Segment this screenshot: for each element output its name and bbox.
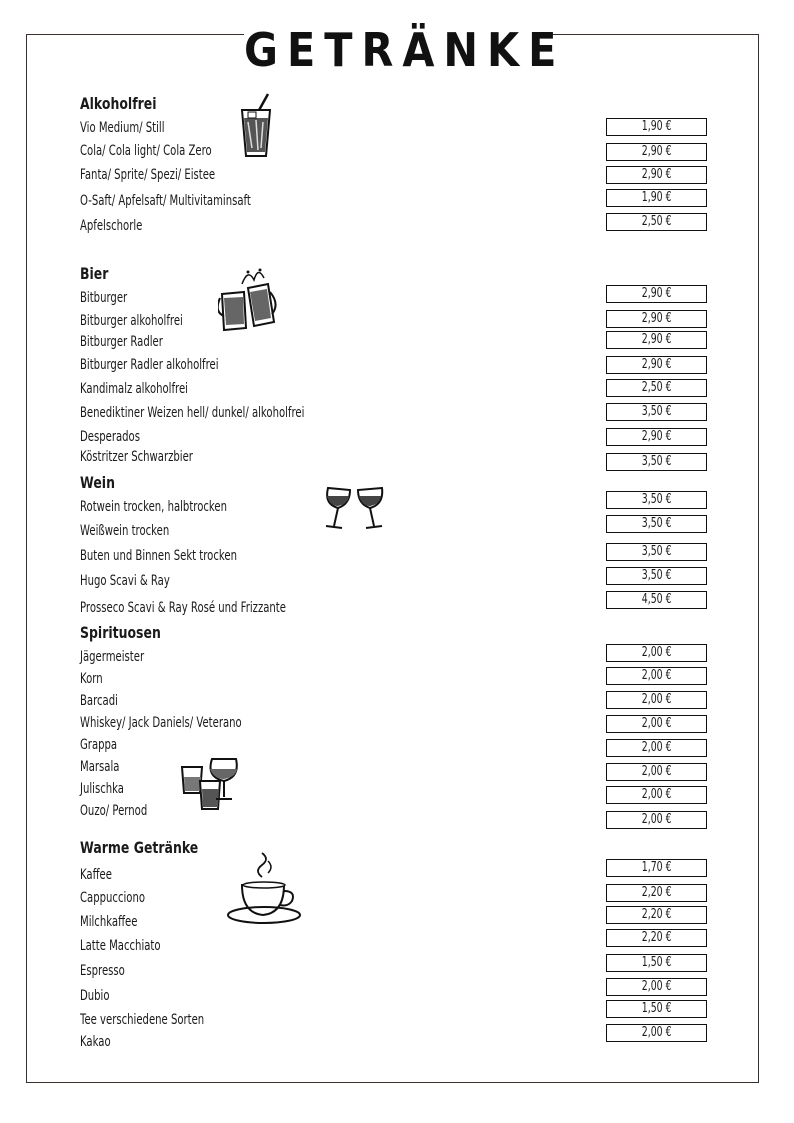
spirits-glasses-icon <box>180 757 244 811</box>
menu-item: Kandimalz alkoholfrei <box>80 381 188 397</box>
price-box: 2,50 € <box>606 379 707 397</box>
menu-item: Cappucciono <box>80 890 146 906</box>
menu-item: Desperados <box>80 429 140 445</box>
menu-item: Milchkaffee <box>80 914 138 930</box>
menu-item: Jägermeister <box>80 649 145 665</box>
page-title: GETRÄNKE <box>244 23 566 77</box>
menu-item: Cola/ Cola light/ Cola Zero <box>80 143 212 159</box>
menu-item: Bitburger Radler alkoholfrei <box>80 357 219 373</box>
menu-item: Tee verschiedene Sorten <box>80 1012 205 1028</box>
menu-item: Kaffee <box>80 867 112 883</box>
menu-item: Vio Medium/ Still <box>80 120 165 136</box>
price-box: 3,50 € <box>606 403 707 421</box>
menu-item: Bitburger alkoholfrei <box>80 313 183 329</box>
menu-item: Bitburger Radler <box>80 334 163 350</box>
menu-item: Weißwein trocken <box>80 523 170 539</box>
price-box: 2,90 € <box>606 331 707 349</box>
wine-glasses-icon <box>322 482 388 532</box>
menu-item: Latte Macchiato <box>80 938 161 954</box>
price-box: 2,00 € <box>606 644 707 662</box>
menu-item: Köstritzer Schwarzbier <box>80 449 193 465</box>
menu-item: Ouzo/ Pernod <box>80 803 148 819</box>
price-box: 1,50 € <box>606 1000 707 1018</box>
soda-glass-icon <box>236 92 276 162</box>
beer-mugs-icon <box>218 264 278 332</box>
price-box: 2,90 € <box>606 428 707 446</box>
price-box: 2,00 € <box>606 667 707 685</box>
price-box: 3,50 € <box>606 543 707 561</box>
price-box: 2,90 € <box>606 143 707 161</box>
price-box: 2,20 € <box>606 884 707 902</box>
menu-item: Dubio <box>80 988 110 1004</box>
menu-item: Bitburger <box>80 290 128 306</box>
price-box: 2,90 € <box>606 356 707 374</box>
menu-item: Buten und Binnen Sekt trocken <box>80 548 237 564</box>
menu-item: Espresso <box>80 963 125 979</box>
price-box: 2,90 € <box>606 310 707 328</box>
section-title-warme-getraenke: Warme Getränke <box>80 838 199 857</box>
price-box: 2,50 € <box>606 213 707 231</box>
price-box: 2,90 € <box>606 166 707 184</box>
menu-item: Grappa <box>80 737 118 753</box>
price-box: 2,00 € <box>606 1024 707 1042</box>
menu-item: Apfelschorle <box>80 218 143 234</box>
menu-item: Whiskey/ Jack Daniels/ Veterano <box>80 715 242 731</box>
menu-item: Fanta/ Sprite/ Spezi/ Eistee <box>80 167 216 183</box>
price-box: 1,90 € <box>606 189 707 207</box>
price-box: 2,00 € <box>606 715 707 733</box>
menu-item: Benediktiner Weizen hell/ dunkel/ alkoholfrei <box>80 405 305 421</box>
menu-item: Rotwein trocken, halbtrocken <box>80 499 227 515</box>
price-box: 2,00 € <box>606 811 707 829</box>
price-box: 3,50 € <box>606 491 707 509</box>
menu-item: Kakao <box>80 1034 111 1050</box>
price-box: 2,00 € <box>606 763 707 781</box>
menu-item: O-Saft/ Apfelsaft/ Multivitaminsaft <box>80 193 251 209</box>
price-box: 2,20 € <box>606 906 707 924</box>
menu-item: Prosseco Scavi & Ray Rosé und Frizzante <box>80 600 286 616</box>
price-box: 2,20 € <box>606 929 707 947</box>
price-box: 1,50 € <box>606 954 707 972</box>
menu-item: Julischka <box>80 781 124 797</box>
price-box: 2,00 € <box>606 786 707 804</box>
menu-item: Marsala <box>80 759 120 775</box>
price-box: 1,70 € <box>606 859 707 877</box>
price-box: 2,00 € <box>606 691 707 709</box>
price-box: 2,00 € <box>606 978 707 996</box>
menu-item: Barcadi <box>80 693 118 709</box>
section-title-spirituosen: Spirituosen <box>80 623 161 642</box>
price-box: 2,00 € <box>606 739 707 757</box>
coffee-cup-icon <box>226 851 304 927</box>
menu-item: Hugo Scavi & Ray <box>80 573 170 589</box>
menu-item: Korn <box>80 671 103 687</box>
section-title-bier: Bier <box>80 264 109 283</box>
price-box: 2,90 € <box>606 285 707 303</box>
section-title-alkoholfrei: Alkoholfrei <box>80 94 157 113</box>
price-box: 3,50 € <box>606 453 707 471</box>
price-box: 4,50 € <box>606 591 707 609</box>
price-box: 3,50 € <box>606 567 707 585</box>
price-box: 1,90 € <box>606 118 707 136</box>
price-box: 3,50 € <box>606 515 707 533</box>
section-title-wein: Wein <box>80 473 115 492</box>
